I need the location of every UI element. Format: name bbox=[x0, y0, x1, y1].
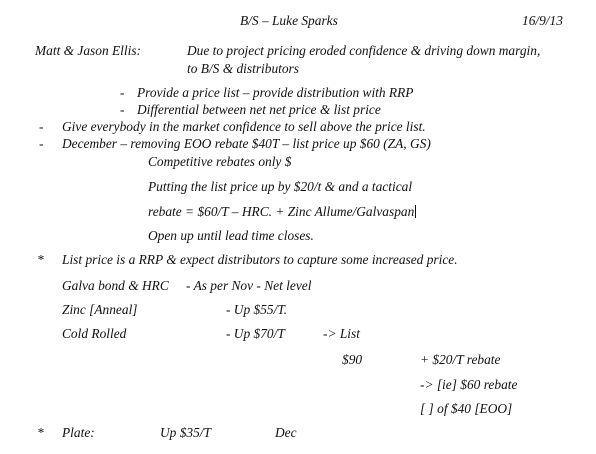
plate-month: Dec bbox=[275, 425, 297, 440]
star-marker: * bbox=[37, 425, 44, 440]
december-note: Open up until lead time closes. bbox=[148, 228, 314, 243]
product-change: - Up $70/T bbox=[226, 326, 285, 341]
bullet-text: December – removing EOO rebate $40T – list price up $60 (ZA, GS) bbox=[62, 136, 431, 151]
product-name: Galva bond & HRC bbox=[62, 278, 169, 293]
product-name: Zinc [Anneal] bbox=[62, 302, 138, 317]
text-cursor bbox=[415, 205, 416, 218]
bullet-text: Give everybody in the market confidence to sell above the price list. bbox=[62, 119, 426, 134]
product-change: - Up $55/T. bbox=[226, 302, 288, 317]
attendee-names: Matt & Jason Ellis: bbox=[35, 43, 142, 58]
attendee-note-line: to B/S & distributors bbox=[187, 61, 299, 76]
list-price-note: List price is a RRP & expect distributors to capture some increased price. bbox=[62, 252, 458, 267]
bullet-marker: - bbox=[39, 119, 44, 134]
product-name: Cold Rolled bbox=[62, 326, 127, 341]
attendee-note-line: Due to project pricing eroded confidence & driving down margin, bbox=[187, 43, 541, 58]
note-date: 16/9/13 bbox=[522, 13, 563, 28]
bullet-marker: - bbox=[120, 85, 125, 100]
star-marker: * bbox=[37, 252, 44, 267]
plate-label: Plate: bbox=[62, 425, 95, 440]
plate-change: Up $35/T bbox=[160, 425, 211, 440]
product-change: - As per Nov - Net level bbox=[186, 278, 312, 293]
bullet-text: Provide a price list – provide distribution with RRP bbox=[137, 85, 414, 100]
december-note: Competitive rebates only $ bbox=[148, 154, 292, 169]
calc-ie-rebate: -> [ie] $60 rebate bbox=[420, 377, 518, 392]
bullet-text: Differential between net net price & list price bbox=[137, 102, 381, 117]
bullet-marker: - bbox=[39, 136, 44, 151]
list-arrow: -> List bbox=[323, 326, 360, 341]
bullet-marker: - bbox=[120, 102, 125, 117]
calc-amount: $90 bbox=[342, 352, 363, 367]
december-note: Putting the list price up by $20/t & and a tactical bbox=[148, 179, 413, 194]
december-note: rebate = $60/T – HRC. + Zinc Allume/Galvaspan bbox=[148, 204, 415, 219]
page-title: B/S – Luke Sparks bbox=[240, 13, 338, 28]
calc-rebate: + $20/T rebate bbox=[420, 352, 501, 367]
calc-eoo: [ ] of $40 [EOO] bbox=[420, 401, 513, 416]
